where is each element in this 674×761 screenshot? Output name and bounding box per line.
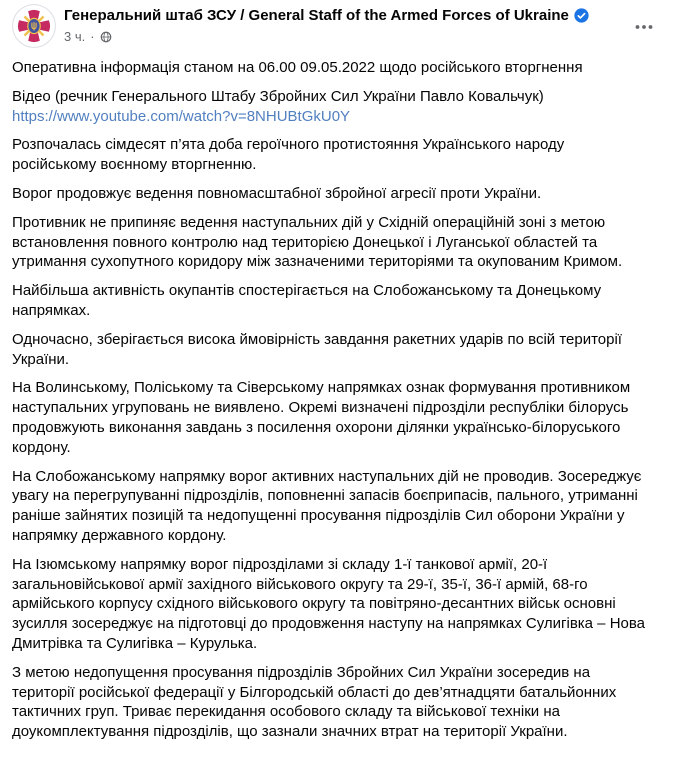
globe-icon	[100, 31, 112, 43]
name-row	[64, 6, 628, 25]
post-paragraph: Оперативна інформація станом на 06.00 09.05.2022 щодо російського вторгнення	[12, 59, 583, 76]
three-dots-icon	[634, 17, 654, 37]
post-meta-row	[64, 29, 628, 45]
header-meta	[64, 4, 628, 45]
post-paragraph: Ворог продовжує ведення повномасштабної збройної агресії проти України.	[12, 184, 542, 202]
general-staff-emblem-icon	[12, 4, 56, 48]
post-header	[0, 0, 674, 48]
page-name-link[interactable]: Генеральний штаб ЗСУ / General Staff of the Armed Forces of Ukraine	[64, 7, 569, 24]
post-paragraph: Одночасно, зберігається висока ймовірність завдання ракетних ударів по всій території України.	[12, 330, 622, 368]
meta-separator: ·	[90, 29, 95, 44]
post-paragraph: На Ізюмському напрямку ворог підрозділами зі складу 1-ї танкової армії, 20-ї загальновійськової армії західного військового округу та 29-ї, 35-ї, 36-ї армій, 68-го армійського корпусу східного військового округу та повітряно-десантних військ основні зусилля зосереджує на підготовці до продовження наступу на напрямках Сулигівка – Нова Дмитрівка та Сулигівка – Курулька.	[12, 555, 646, 652]
more-options-button[interactable]	[628, 13, 660, 46]
post-paragraph: Найбільша активність окупантів спостерігається на Слобожанському та Донецькому напрямках.	[12, 282, 602, 319]
post-paragraph: На Слобожанському напрямку ворог активних наступальних дій не проводив. Зосереджує увагу на перегрупуванні підрозділів, поповненні запасів боєприпасів, пального, утриманні раніше зайнятих позицій та недопущенні просування підрозділів Сил оборони України у напрямку державного кордону.	[12, 467, 642, 544]
post-paragraph: На Волинському, Поліському та Сіверському напрямках ознак формування противником наступальних угруповань не виявлено. Окремі визначені підрозділи республіки білорусь продовжують виконання завдань з посилення охорони ділянки українсько-білоруського кордону.	[12, 379, 631, 456]
post-paragraph: З метою недопущення просування підрозділів Збройних Сил України зосередив на території російської федерації у Білгородській області до дев’ятнадцяти батальйонних тактичних груп. Триває перекидання особового складу та військової техніки на доукомплектування підрозділів, що зазнали значних втрат на території України.	[12, 663, 617, 741]
youtube-link[interactable]: https://www.youtube.com/watch?v=8NHUBtGkU0Y	[12, 107, 351, 125]
video-caption: Відео (речник Генерального Штабу Збройних Сил України Павло Ковальчук)	[12, 87, 544, 105]
post-paragraph-video	[12, 87, 650, 127]
page-avatar[interactable]	[12, 4, 56, 48]
post-timestamp[interactable]: 3 ч.	[64, 29, 86, 44]
post-body	[0, 48, 674, 761]
post-paragraph: Розпочалась сімдесят п’ята доба героїчного протистояння Українського народу російському воєнному вторгненню.	[12, 136, 565, 174]
verified-badge-icon	[574, 8, 589, 23]
post-paragraph: Противник не припиняє ведення наступальних дій у Східній операційній зоні з метою встановлення повного контролю над територією Донецької і Луганської областей та утримання сухопутного коридору між зазначеними територіями та окупованим Кримом.	[12, 213, 623, 271]
